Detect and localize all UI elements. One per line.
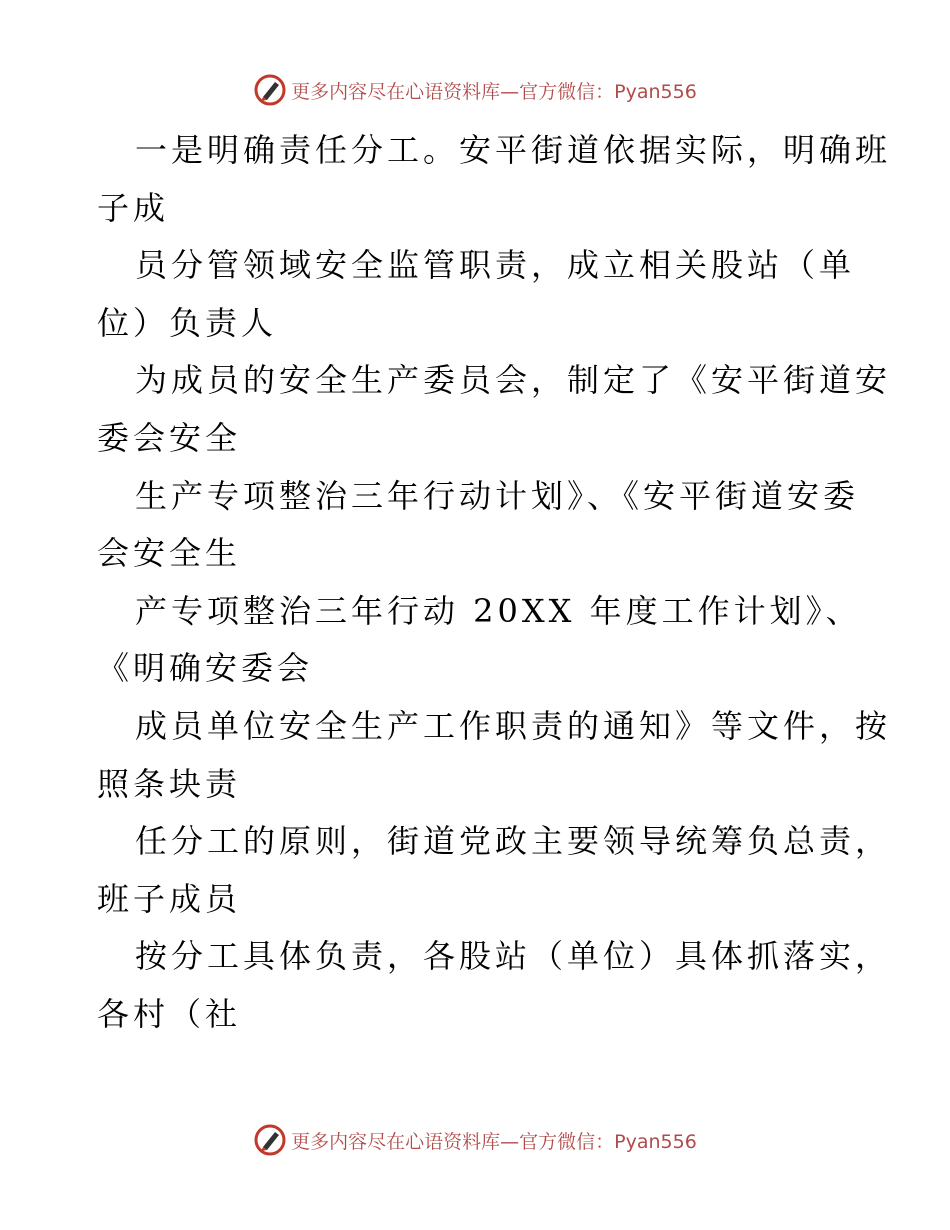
body-line: 《明确安委会 [97, 649, 314, 688]
body-line: 班子成员 [97, 879, 242, 918]
footer-banner [0, 1120, 950, 1160]
body-line: 任分工的原则，街道党政主要领导统筹负总责， [135, 822, 892, 861]
body-line: 照条块责 [97, 764, 242, 803]
body-line: 各村（社 [97, 994, 242, 1033]
body-line: 位）负责人 [97, 303, 278, 342]
document-body [97, 122, 892, 1044]
ink-pen-logo-icon [253, 73, 287, 107]
body-line: 一是明确责任分工。安平街道依据实际，明确班 [135, 131, 892, 169]
body-line: 会安全生 [97, 534, 242, 573]
body-line: 产专项整治三年行动 20XX 年度工作计划》、 [135, 591, 862, 630]
banner-text: 更多内容尽在心语资料库—官方微信：Pyan556 [291, 80, 697, 103]
ink-pen-logo-icon [253, 1123, 287, 1157]
banner-text: 更多内容尽在心语资料库—官方微信：Pyan556 [291, 1130, 697, 1153]
body-line: 为成员的安全生产委员会，制定了《安平街道安 [135, 361, 892, 400]
body-line: 生产专项整治三年行动计划》、《安平街道安委 [135, 476, 860, 515]
body-line: 子成 [97, 188, 170, 227]
body-line: 成员单位安全生产工作职责的通知》等文件，按 [135, 706, 892, 745]
body-line: 委会安全 [97, 418, 242, 457]
header-banner [0, 70, 950, 110]
body-line: 员分管领域安全监管职责，成立相关股站（单 [135, 246, 856, 285]
body-line: 按分工具体负责，各股站（单位）具体抓落实， [135, 937, 892, 976]
